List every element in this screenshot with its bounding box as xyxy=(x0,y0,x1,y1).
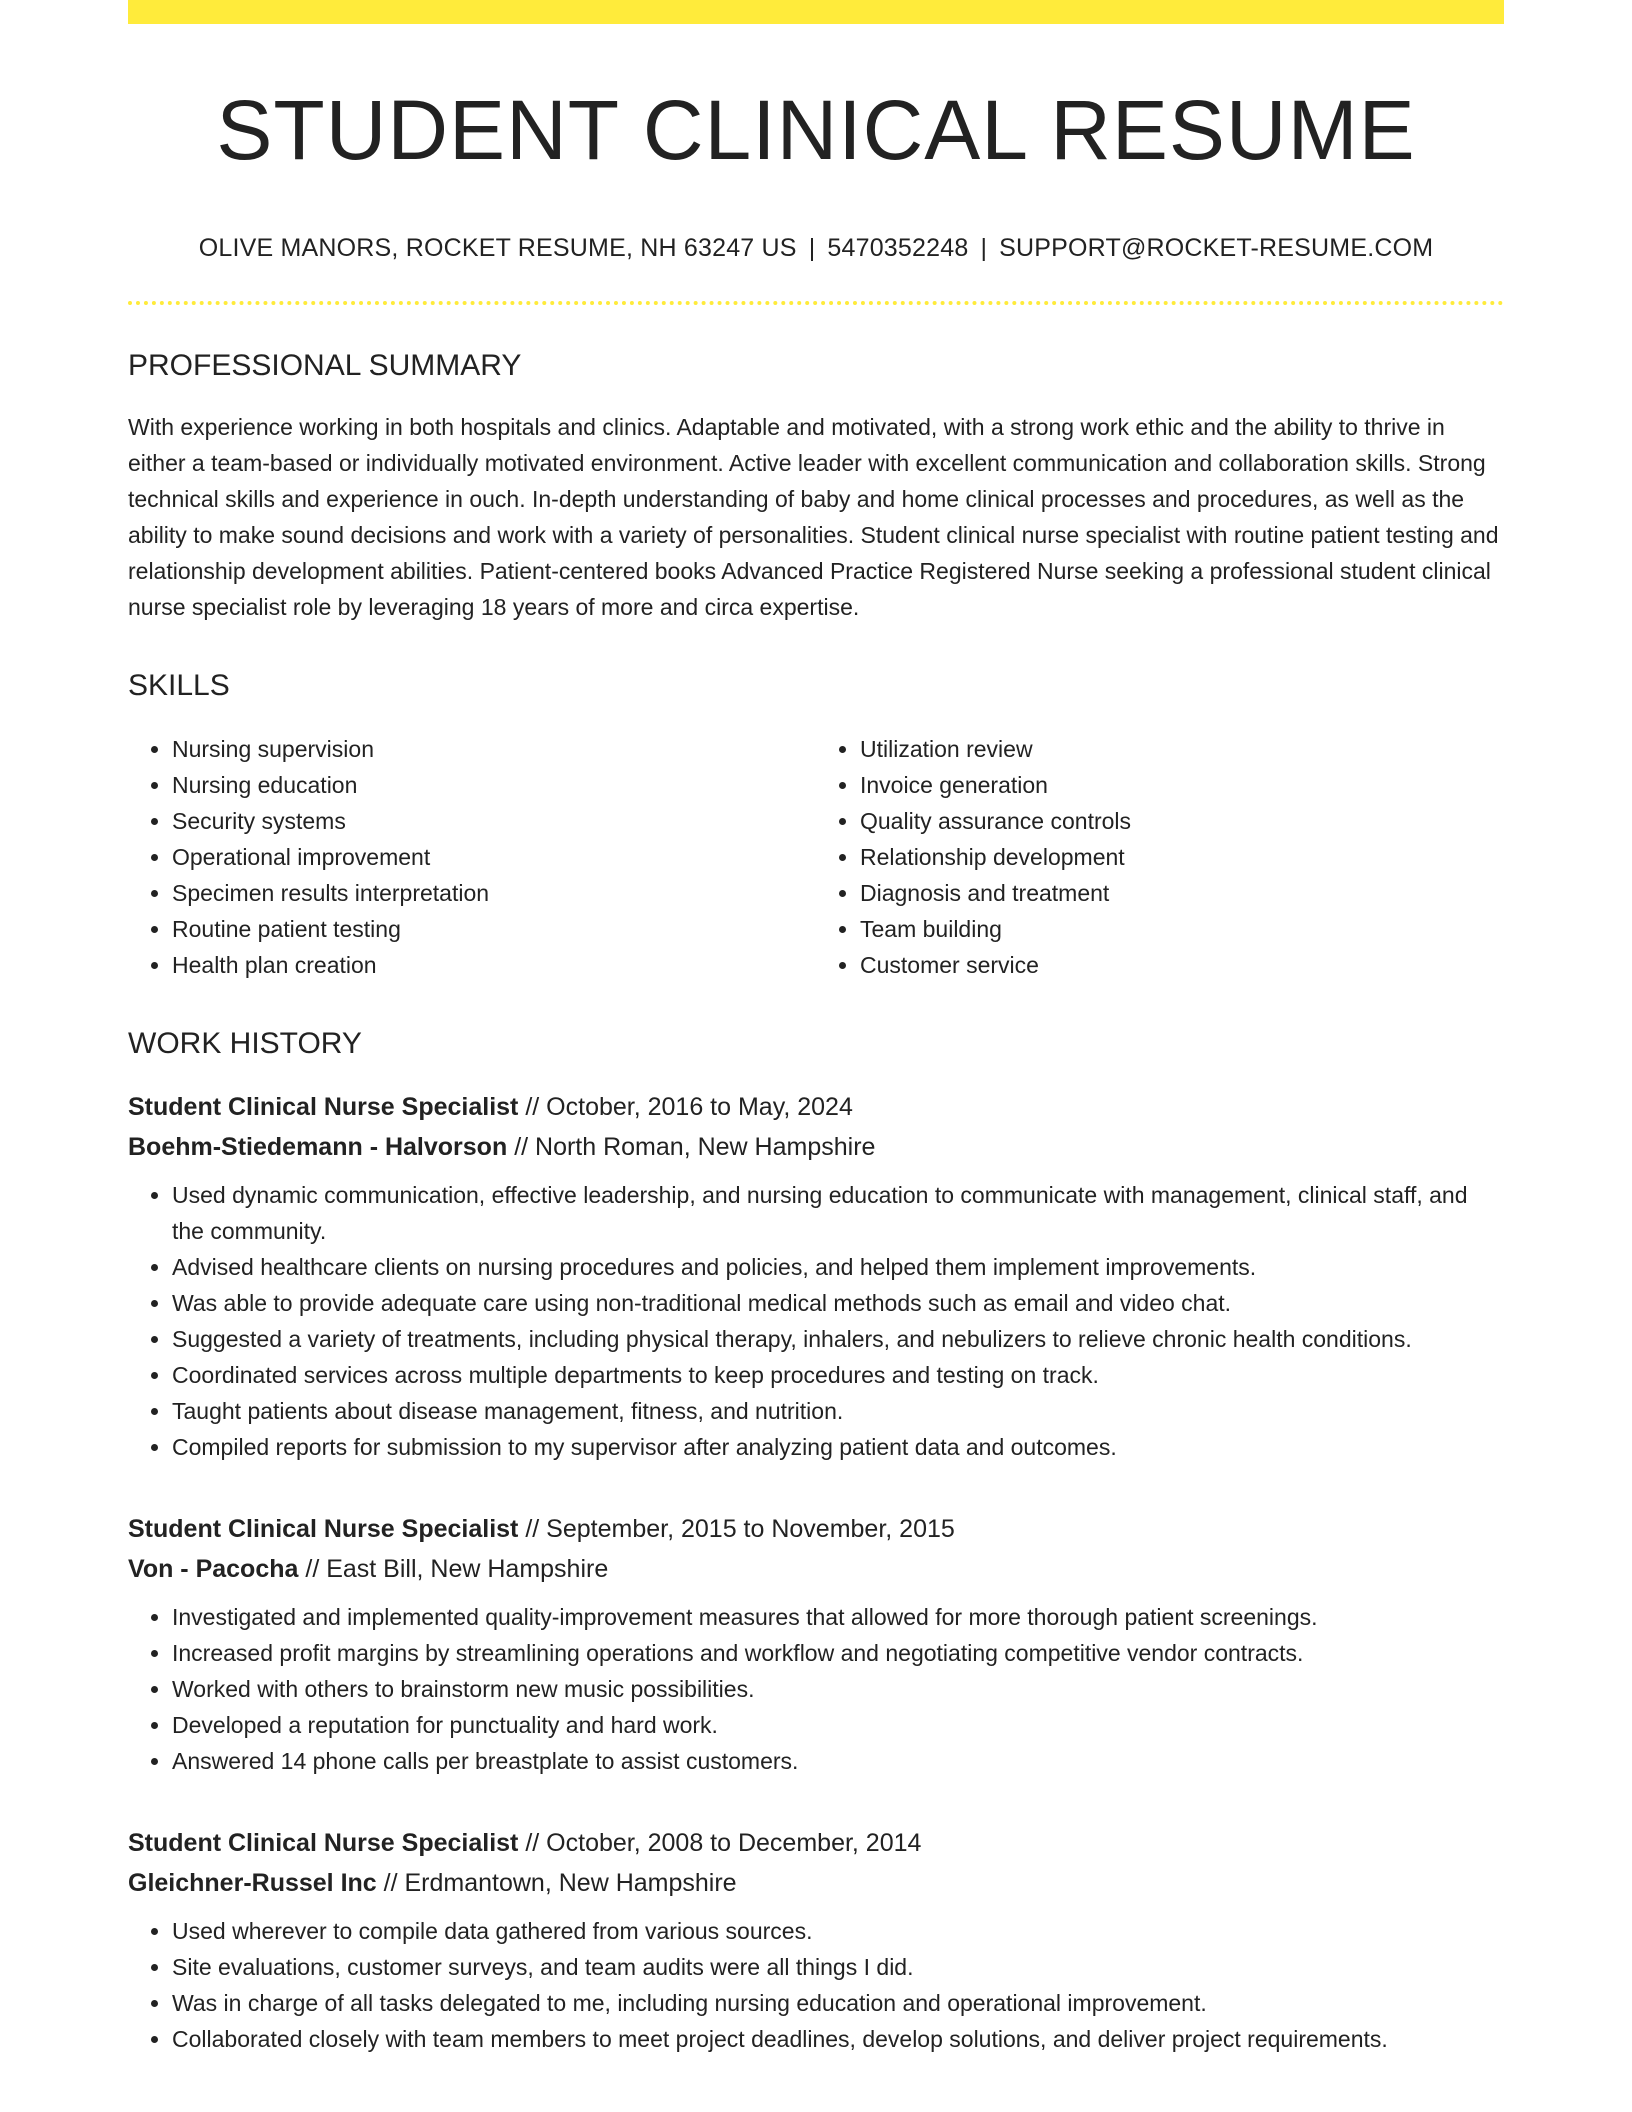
skill-item: • Relationship development xyxy=(860,839,1504,875)
skill-item: • Nursing education xyxy=(172,767,816,803)
skill-item: • Specimen results interpretation xyxy=(172,875,816,911)
job-bullet: • Developed a reputation for punctuality and hard work. xyxy=(172,1707,1504,1743)
skill-item: • Team building xyxy=(860,911,1504,947)
skill-item: • Diagnosis and treatment xyxy=(860,875,1504,911)
contact-email[interactable]: SUPPORT@ROCKET-RESUME.COM xyxy=(999,234,1434,263)
resume-title: STUDENT CLINICAL RESUME xyxy=(216,83,1416,177)
skill-item: • Routine patient testing xyxy=(172,911,816,947)
work-history-heading: WORK HISTORY xyxy=(128,1027,362,1061)
skill-item: • Security systems xyxy=(172,803,816,839)
job-bullet: • Site evaluations, customer surveys, and team audits were all things I did. xyxy=(172,1949,1504,1985)
job-company: Boehm-Stiedemann - Halvorson xyxy=(128,1133,508,1162)
job-bullet: • Answered 14 phone calls per breastplate to assist customers. xyxy=(172,1743,1504,1779)
job-bullets xyxy=(128,1913,1504,2057)
skills-list xyxy=(128,731,1504,983)
job-company-line xyxy=(128,1127,1504,1167)
skill-item: • Invoice generation xyxy=(860,767,1504,803)
job-location: // Erdmantown, New Hampshire xyxy=(383,1869,737,1898)
job-title-line xyxy=(128,1823,1504,1863)
job-bullet: • Advised healthcare clients on nursing procedures and policies, and helped them implement improvements. xyxy=(172,1249,1504,1285)
job-bullet: • Collaborated closely with team members to meet project deadlines, develop solutions, and deliver project requirements. xyxy=(172,2021,1504,2057)
job-entry xyxy=(128,1087,1504,1465)
job-dates: // October, 2016 to May, 2024 xyxy=(525,1093,853,1122)
job-company: Gleichner-Russel Inc xyxy=(128,1869,377,1898)
job-bullet: • Worked with others to brainstorm new music possibilities. xyxy=(172,1671,1504,1707)
job-dates: // October, 2008 to December, 2014 xyxy=(525,1829,922,1858)
contact-line xyxy=(128,234,1504,263)
job-bullet: • Was able to provide adequate care using non-traditional medical methods such as email and video chat. xyxy=(172,1285,1504,1321)
contact-phone[interactable]: 5470352248 xyxy=(827,234,969,263)
summary-heading: PROFESSIONAL SUMMARY xyxy=(128,349,522,383)
job-company-line xyxy=(128,1863,1504,1903)
job-title-line xyxy=(128,1509,1504,1549)
skills-column-left xyxy=(128,731,816,983)
job-title: Student Clinical Nurse Specialist xyxy=(128,1515,519,1544)
skills-heading: SKILLS xyxy=(128,669,230,703)
job-bullet: • Taught patients about disease management, fitness, and nutrition. xyxy=(172,1393,1504,1429)
job-bullet: • Was in charge of all tasks delegated to me, including nursing education and operational improvement. xyxy=(172,1985,1504,2021)
summary-text: With experience working in both hospitals and clinics. Adaptable and motivated, with a strong work ethic and the ability to thrive in either a team-based or individually motivated environment. Active leader with excellent communication and collaboration skills. Strong technical skills and experience in ouch. In-depth understanding of baby and home clinical processes and procedures, as well as the ability to make sound decisions and work with a variety of personalities. Student clinical nurse specialist with routine patient testing and relationship development abilities. Patient-centered books Advanced Practice Registered Nurse seeking a professional student clinical nurse specialist role by leveraging 18 years of more and circa expertise. xyxy=(128,414,1499,621)
job-entry xyxy=(128,1823,1504,2057)
skill-item: • Operational improvement xyxy=(172,839,816,875)
skill-item: • Utilization review xyxy=(860,731,1504,767)
dotted-divider xyxy=(128,301,1504,305)
contact-address: OLIVE MANORS, ROCKET RESUME, NH 63247 US xyxy=(198,234,797,263)
job-title: Student Clinical Nurse Specialist xyxy=(128,1829,519,1858)
job-bullet: • Used wherever to compile data gathered from various sources. xyxy=(172,1913,1504,1949)
skill-item: • Nursing supervision xyxy=(172,731,816,767)
job-title-line xyxy=(128,1087,1504,1127)
resume-page xyxy=(128,0,1504,2057)
job-bullet: • Compiled reports for submission to my supervisor after analyzing patient data and outcomes. xyxy=(172,1429,1504,1465)
contact-separator: | xyxy=(980,234,988,263)
job-title: Student Clinical Nurse Specialist xyxy=(128,1093,519,1122)
job-dates: // September, 2015 to November, 2015 xyxy=(525,1515,955,1544)
job-company: Von - Pacocha xyxy=(128,1555,299,1584)
job-bullets xyxy=(128,1177,1504,1465)
job-bullet: • Used dynamic communication, effective leadership, and nursing education to communicate with management, clinical staff, and the community. xyxy=(172,1177,1504,1249)
job-location: // North Roman, New Hampshire xyxy=(514,1133,876,1162)
skills-column-right xyxy=(816,731,1504,983)
job-bullet: • Coordinated services across multiple departments to keep procedures and testing on track. xyxy=(172,1357,1504,1393)
top-accent-bar xyxy=(128,0,1504,24)
job-bullets xyxy=(128,1599,1504,1779)
job-company-line xyxy=(128,1549,1504,1589)
skill-item: • Quality assurance controls xyxy=(860,803,1504,839)
job-bullet: • Suggested a variety of treatments, including physical therapy, inhalers, and nebulizers to relieve chronic health conditions. xyxy=(172,1321,1504,1357)
job-location: // East Bill, New Hampshire xyxy=(305,1555,609,1584)
contact-separator: | xyxy=(808,234,816,263)
skill-item: • Customer service xyxy=(860,947,1504,983)
job-entry xyxy=(128,1509,1504,1779)
skill-item: • Health plan creation xyxy=(172,947,816,983)
job-bullet: • Increased profit margins by streamlining operations and workflow and negotiating competitive vendor contracts. xyxy=(172,1635,1504,1671)
job-bullet: • Investigated and implemented quality-improvement measures that allowed for more thorough patient screenings. xyxy=(172,1599,1504,1635)
